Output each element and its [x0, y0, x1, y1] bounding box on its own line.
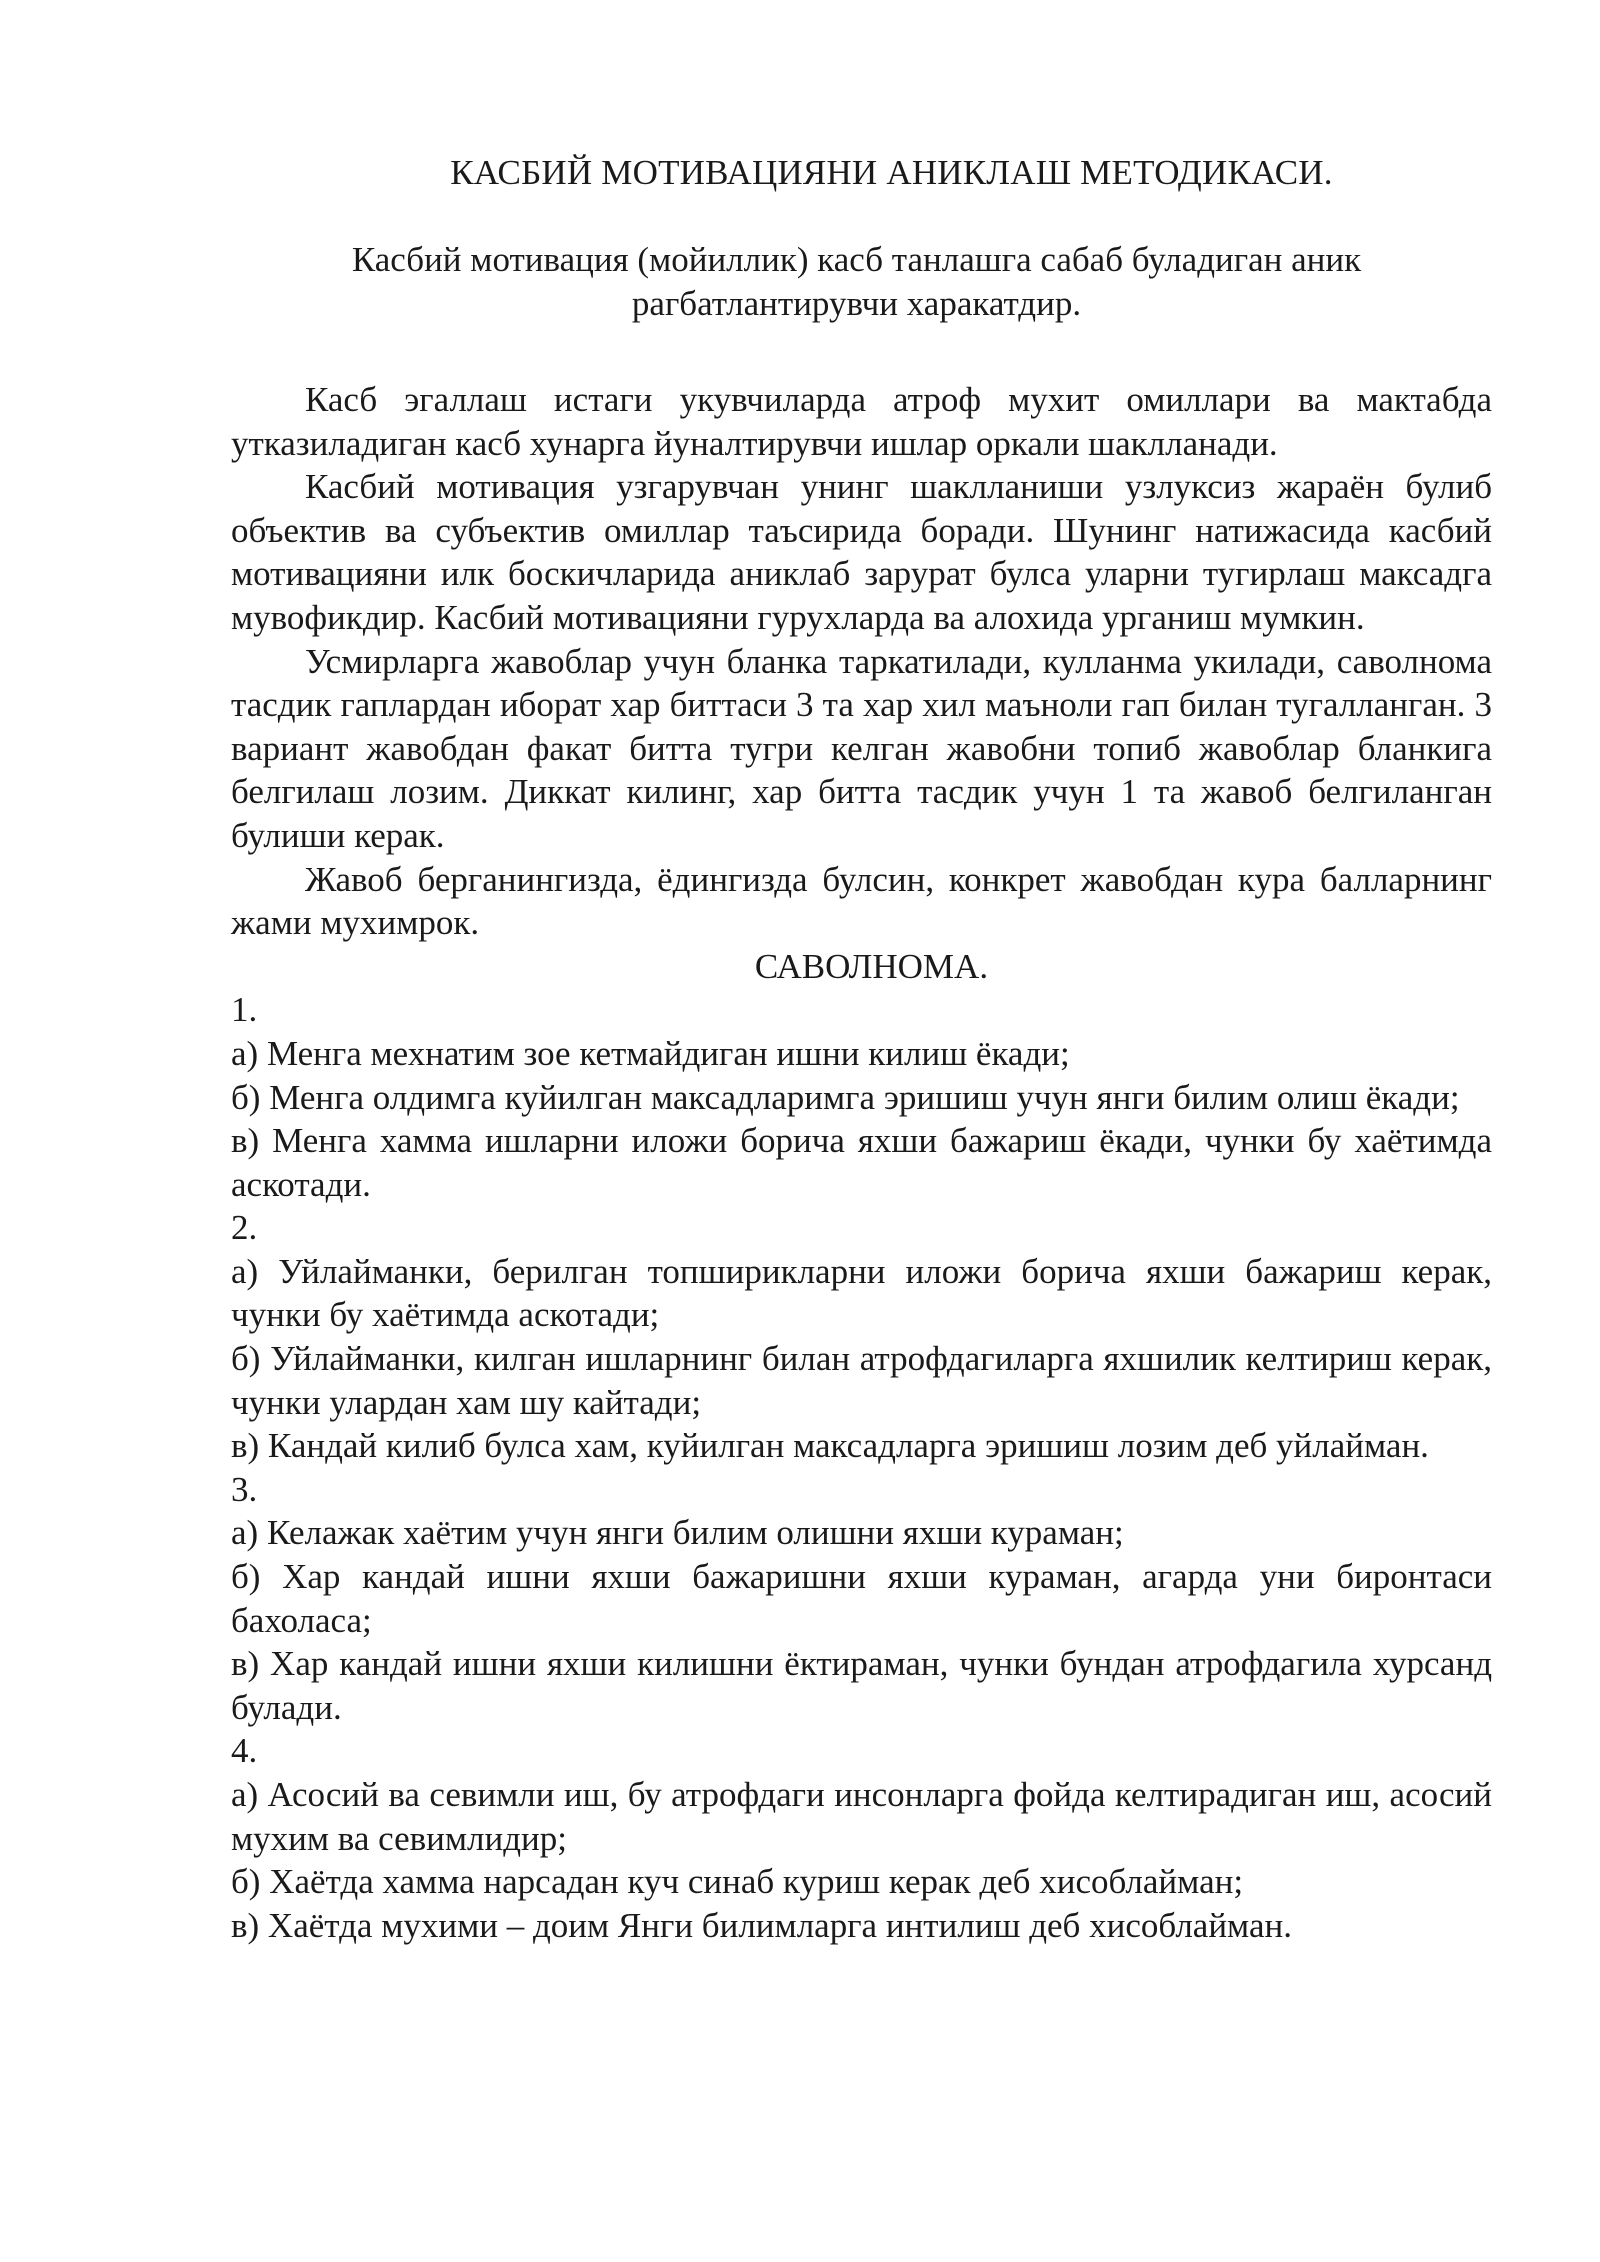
paragraph: Жавоб берганингизда, ёдингизда булсин, конкрет жавобдан кура балларнинг жами мухимрок. — [231, 859, 1492, 943]
paragraph: Касбий мотивация узгарувчан унинг шаклланиши узлуксиз жараён булиб объектив ва субъектив омиллар таъсирида боради. Шунинг натижасида касбий мотивацияни илк боскичларида аниклаб зарурат булса уларни тугирлаш максадга мувофикдир. Касбий мотивацияни гурухларда ва алохида урганиш мумкин. — [231, 467, 1492, 637]
question-block — [231, 1729, 1492, 1947]
answer-option: б) Уйлайманки, килган ишларнинг билан атрофдагиларга яхшилик келтириш керак, чунки улардан хам шу кайтади; — [231, 1339, 1492, 1422]
question-number: 1. — [231, 990, 258, 1030]
question-number: 3. — [231, 1469, 258, 1509]
answer-option: а) Менга мехнатим зое кетмайдиган ишни килиш ёкади; — [231, 1033, 1070, 1073]
answer-option: в) Кандай килиб булса хам, куйилган максадларга эришиш лозим деб уйлайман. — [231, 1426, 1429, 1466]
question-number: 4. — [231, 1731, 258, 1771]
answer-option: в) Менга хамма ишларни иложи борича яхши бажариш ёкади, чунки бу хаётимда аскотади. — [231, 1121, 1492, 1204]
question-block — [231, 988, 1492, 1206]
answer-option: а) Келажак хаётим учун янги билим олишни яхши кураман; — [231, 1513, 1124, 1553]
section-heading: САВОЛНОМА. — [754, 946, 989, 986]
page-subtitle: Касбий мотивация (мойиллик) касб танлашга сабаб буладиган аник рагбатлантирувчи харакатдир. — [351, 240, 1362, 323]
question-number: 2. — [231, 1208, 258, 1248]
answer-option: в) Хаётда мухими – доим Янги билимларга интилиш деб хисоблайман. — [231, 1905, 1292, 1945]
questionnaire — [231, 988, 1492, 1947]
answer-option: б) Хаётда хамма нарсадан куч синаб куриш керак деб хисоблайман; — [231, 1862, 1244, 1902]
answer-option: б) Менга олдимга куйилган максадларимга эришиш учун янги билим олиш ёкади; — [231, 1077, 1460, 1117]
answer-option: б) Хар кандай ишни яхши бажаришни яхши кураман, агарда уни биронтаси бахоласа; — [231, 1557, 1492, 1640]
paragraph: Усмирларга жавоблар учун бланка таркатилади, кулланма укилади, саволнома тасдик гаплардан иборат хар биттаси 3 та хар хил маъноли гап билан тугалланган. 3 вариант жавобдан факат битта тугри келган жавобни топиб жавоблар бланкига белгилаш лозим. Диккат килинг, хар битта тасдик учун 1 та жавоб белгиланган булиши керак. — [231, 641, 1492, 855]
document-page — [231, 150, 1492, 1947]
intro-text — [231, 378, 1492, 945]
answer-option: а) Уйлайманки, берилган топширикларни иложи борича яхши бажариш керак, чунки бу хаётимда аскотади; — [231, 1251, 1492, 1335]
paragraph: Касб эгаллаш истаги укувчиларда атроф мухит омиллари ва мактабда утказиладиган касб хунарга йуналтирувчи ишлар оркали шаклланади. — [231, 380, 1492, 463]
answer-option: в) Хар кандай ишни яхши килишни ёктираман, чунки бундан атрофдагила хурсанд булади. — [231, 1644, 1492, 1727]
page-title: КАСБИЙ МОТИВАЦИЯНИ АНИКЛАШ МЕТОДИКАСИ. — [450, 153, 1333, 192]
question-block — [231, 1206, 1492, 1468]
answer-option: а) Асосий ва севимли иш, бу атрофдаги инсонларга фойда келтирадиган иш, асосий мухим ва севимлидир; — [231, 1775, 1492, 1858]
question-block — [231, 1468, 1492, 1730]
